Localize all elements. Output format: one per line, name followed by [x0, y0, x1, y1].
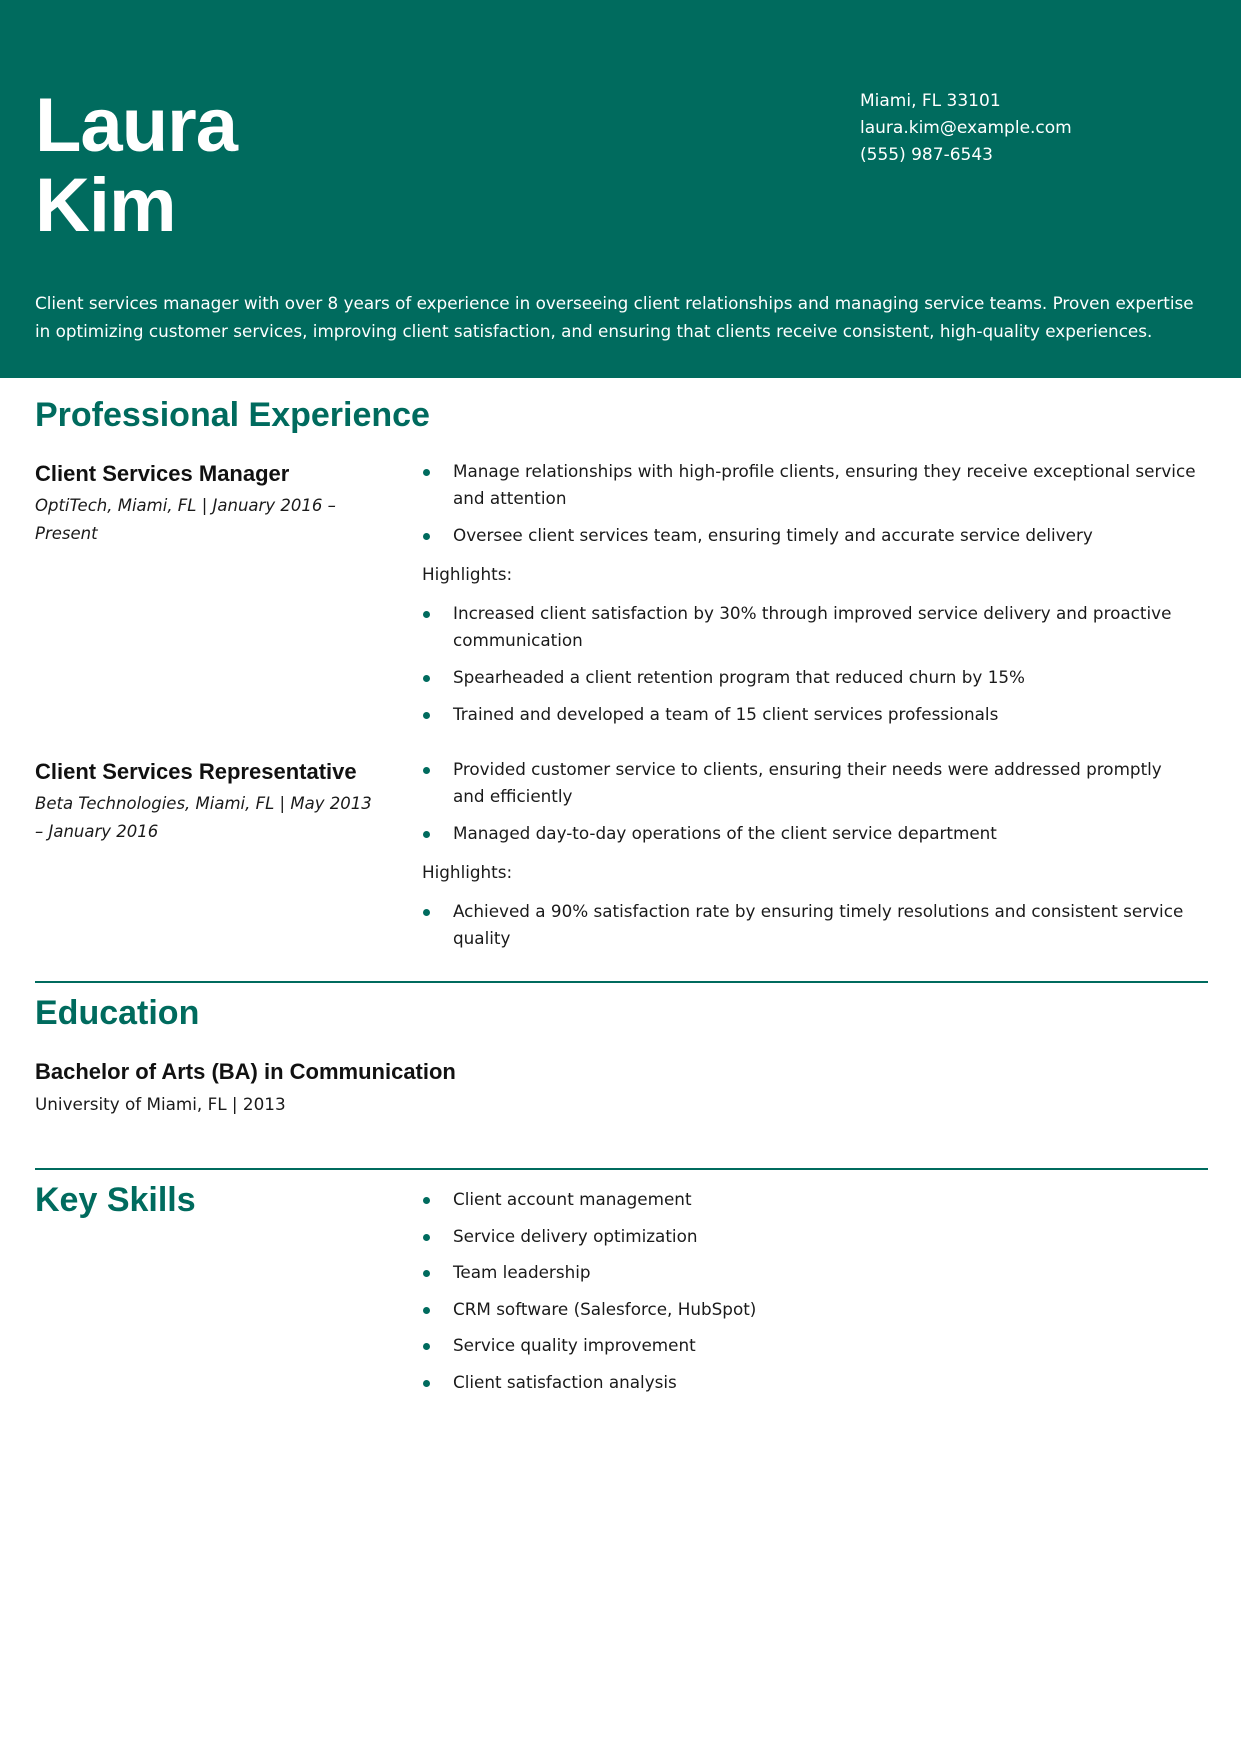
list-item: CRM software (Salesforce, HubSpot): [422, 1296, 1197, 1323]
list-item: Managed day-to-day operations of the client service department: [422, 820, 1197, 847]
list-item: Spearheaded a client retention program that reduced churn by 15%: [422, 664, 1197, 691]
list-item: Achieved a 90% satisfaction rate by ensuring timely resolutions and consistent service quality: [422, 898, 1197, 952]
first-name: Laura: [35, 83, 237, 168]
job-duties: [422, 756, 1197, 857]
highlights-label: Highlights:: [422, 564, 513, 584]
list-item: Service quality improvement: [422, 1332, 1197, 1359]
list-item: Provided customer service to clients, ensuring their needs were addressed promptly and efficiently: [422, 756, 1197, 810]
list-item: Manage relationships with high-profile clients, ensuring they receive exceptional service and attention: [422, 458, 1197, 512]
degree: Bachelor of Arts (BA) in Communication: [35, 1059, 456, 1084]
job-meta: OptiTech, Miami, FL | January 2016 – Present: [35, 496, 336, 543]
list-item: Team leadership: [422, 1259, 1197, 1286]
job-highlights: [422, 898, 1197, 962]
job-title: Client Services Representative: [35, 759, 357, 784]
candidate-name: [35, 83, 237, 248]
skills-list: [422, 1186, 1197, 1406]
section-divider: [35, 1168, 1208, 1170]
list-item: Trained and developed a team of 15 client services professionals: [422, 701, 1197, 728]
job-duties: [422, 458, 1197, 559]
section-divider: [35, 981, 1208, 983]
phone: (555) 987-6543: [860, 145, 993, 165]
summary: Client services manager with over 8 years of experience in overseeing client relationships and managing service teams. Proven expertise in optimizing customer services, improving client satisfaction, and ensuring that clients receive consistent, high-quality experiences.: [35, 293, 1194, 341]
skills-heading: Key Skills: [35, 1181, 196, 1219]
resume-header: [0, 0, 1241, 378]
last-name: Kim: [35, 163, 176, 248]
email[interactable]: laura.kim@example.com: [860, 118, 1072, 138]
list-item: Increased client satisfaction by 30% through improved service delivery and proactive communication: [422, 600, 1197, 654]
contact-info: [860, 88, 1072, 169]
list-item: Service delivery optimization: [422, 1223, 1197, 1250]
list-item: Client satisfaction analysis: [422, 1369, 1197, 1396]
school: University of Miami, FL | 2013: [35, 1094, 286, 1114]
job-meta: Beta Technologies, Miami, FL | May 2013 – January 2016: [35, 794, 372, 841]
list-item: Client account management: [422, 1186, 1197, 1213]
education-heading: Education: [35, 994, 200, 1032]
job-title: Client Services Manager: [35, 461, 290, 486]
list-item: Oversee client services team, ensuring timely and accurate service delivery: [422, 522, 1197, 549]
job-highlights: [422, 600, 1197, 738]
experience-heading: Professional Experience: [35, 396, 430, 434]
location: Miami, FL 33101: [860, 91, 1001, 111]
highlights-label: Highlights:: [422, 862, 513, 882]
